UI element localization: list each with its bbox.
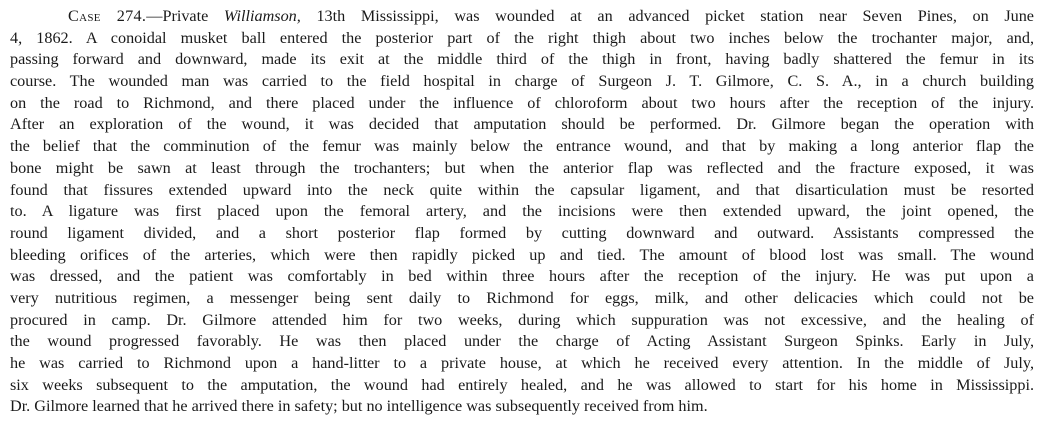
paragraph-line-15: procured in camp. Dr. Gilmore attended him for two weeks, during which suppuration was not excessive, and the healing of (10, 310, 1034, 329)
line-1-after: 13th Mississippi, was wounded at an advanced picket station near Seven Pines, on June (300, 7, 1034, 25)
paragraph-line-8: bone might be sawn at least through the trochanters; but when the anterior flap was reflected and the fracture exposed, it was (10, 158, 1034, 177)
paragraph-line-16: the wound progressed favorably. He was then placed under the charge of Acting Assistant Surgeon Spinks. Early in July, (10, 332, 1034, 351)
paragraph-line-2: 4, 1862. A conoidal musket ball entered the posterior part of the right thigh about two inches below the trochanter major, and, (10, 28, 1034, 47)
paragraph-line-9: found that fissures extended upward into the neck quite within the capsular ligament, and that disarticulation must be resorted (10, 180, 1034, 199)
paragraph-line-5: on the road to Richmond, and there placed under the influence of chloroform about two hours after the reception of the injury. (10, 93, 1034, 112)
paragraph-line-17: he was carried to Richmond upon a hand-litter to a private house, at which he received every attention. In the middle of July, (10, 354, 1034, 372)
patient-name: Williamson, (223, 7, 301, 25)
case-label: Case 274. (68, 7, 147, 25)
paragraph-line-1 (10, 6, 1034, 28)
line-1-before: —Private (146, 7, 224, 25)
paragraph-line-18: six weeks subsequent to the amputation, the wound had entirely healed, and he was allowed to start for his home in Mississippi. (10, 375, 1034, 394)
paragraph-line-13: was dressed, and the patient was comfortably in bed within three hours after the reception of the injury. He was put upon a (10, 267, 1034, 286)
paragraph-line-6: After an exploration of the wound, it was decided that amputation should be performed. Dr. Gilmore began the operation with (10, 115, 1034, 134)
paragraph-line-4: course. The wounded man was carried to the field hospital in charge of Surgeon J. T. Gilmore, C. S. A., in a church building (10, 72, 1034, 91)
paragraph-line-19: Dr. Gilmore learned that he arrived there in safety; but no intelligence was subsequently received from him. (10, 397, 708, 416)
case-report-paragraph (10, 6, 1034, 418)
paragraph-line-7: the belief that the comminution of the femur was mainly below the entrance wound, and that by making a long anterior flap the (10, 137, 1034, 156)
paragraph-line-12: bleeding orifices of the arteries, which were then rapidly picked up and tied. The amount of blood lost was small. The wound (10, 245, 1034, 264)
paragraph-line-11: round ligament divided, and a short posterior flap formed by cutting downward and outward. Assistants compressed the (10, 223, 1034, 242)
paragraph-line-3: passing forward and downward, made its exit at the middle third of the thigh in front, having badly shattered the femur in its (10, 50, 1034, 69)
paragraph-line-14: very nutritious regimen, a messenger being sent daily to Richmond for eggs, milk, and other delicacies which could not be (10, 288, 1034, 307)
paragraph-line-10: to. A ligature was first placed upon the femoral artery, and the incisions were then extended upward, the joint opened, the (10, 202, 1034, 221)
